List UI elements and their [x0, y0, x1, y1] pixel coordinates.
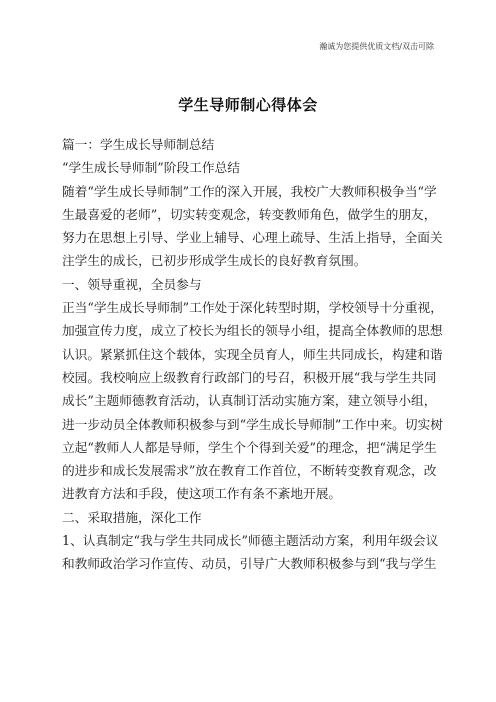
body-line: 和教师政治学习作宣传、动员，引导广大教师积极参与到“我与学生	[62, 556, 437, 572]
body-line: 成长”主题师德教育活动，认真制订活动实施方案，建立领导小组，	[62, 393, 437, 409]
header-note: 瀚诚为您提供优质文档/双击可除	[319, 42, 434, 51]
body-line: 随着“学生成长导师制”工作的深入开展，我校广大教师积极争当“学	[62, 183, 437, 199]
body-line: 认识。紧紧抓住这个载体，实现全员育人，师生共同成长，构建和谐	[62, 346, 443, 362]
body-line: 进教育方法和手段，使这项工作有条不紊地开展。	[62, 486, 342, 502]
body-line: 一、领导重视，全员参与	[62, 276, 202, 292]
document-title: 学生导师制心得体会	[178, 96, 318, 114]
body-line: 的进步和成长发展需求”放在教育工作首位，不断转变教育观念，改	[62, 463, 437, 479]
body-line: 二、采取措施，深化工作	[62, 509, 202, 525]
body-line: 正当“学生成长导师制”工作处于深化转型时期，学校领导十分重视，	[62, 300, 443, 316]
body-line: 进一步动员全体教师积极参与到“学生成长导师制”工作中来。切实树	[62, 416, 443, 432]
body-line: 注学生的成长，已初步形成学生成长的良好教育氛围。	[62, 253, 367, 269]
body-line: 校园。我校响应上级教育行政部门的号召，积极开展“我与学生共同	[62, 369, 437, 385]
body-line: 1、认真制定“我与学生共同成长”师德主题活动方案，利用年级会议	[62, 533, 439, 549]
body-line: 立起“教师人人都是导师，学生个个得到关爱”的理念，把“满足学生	[62, 439, 437, 455]
body-line: 篇一：学生成长导师制总结	[62, 137, 215, 152]
document-body	[62, 133, 443, 576]
body-line: “学生成长导师制”阶段工作总结	[62, 160, 240, 176]
body-line: 生最喜爱的老师”，切实转变观念，转变教师角色，做学生的朋友，	[62, 206, 437, 222]
body-line: 努力在思想上引导、学业上辅导、心理上疏导、生活上指导，全面关	[62, 230, 443, 246]
body-line: 加强宣传力度，成立了校长为组长的领导小组，提高全体教师的思想	[62, 323, 443, 339]
